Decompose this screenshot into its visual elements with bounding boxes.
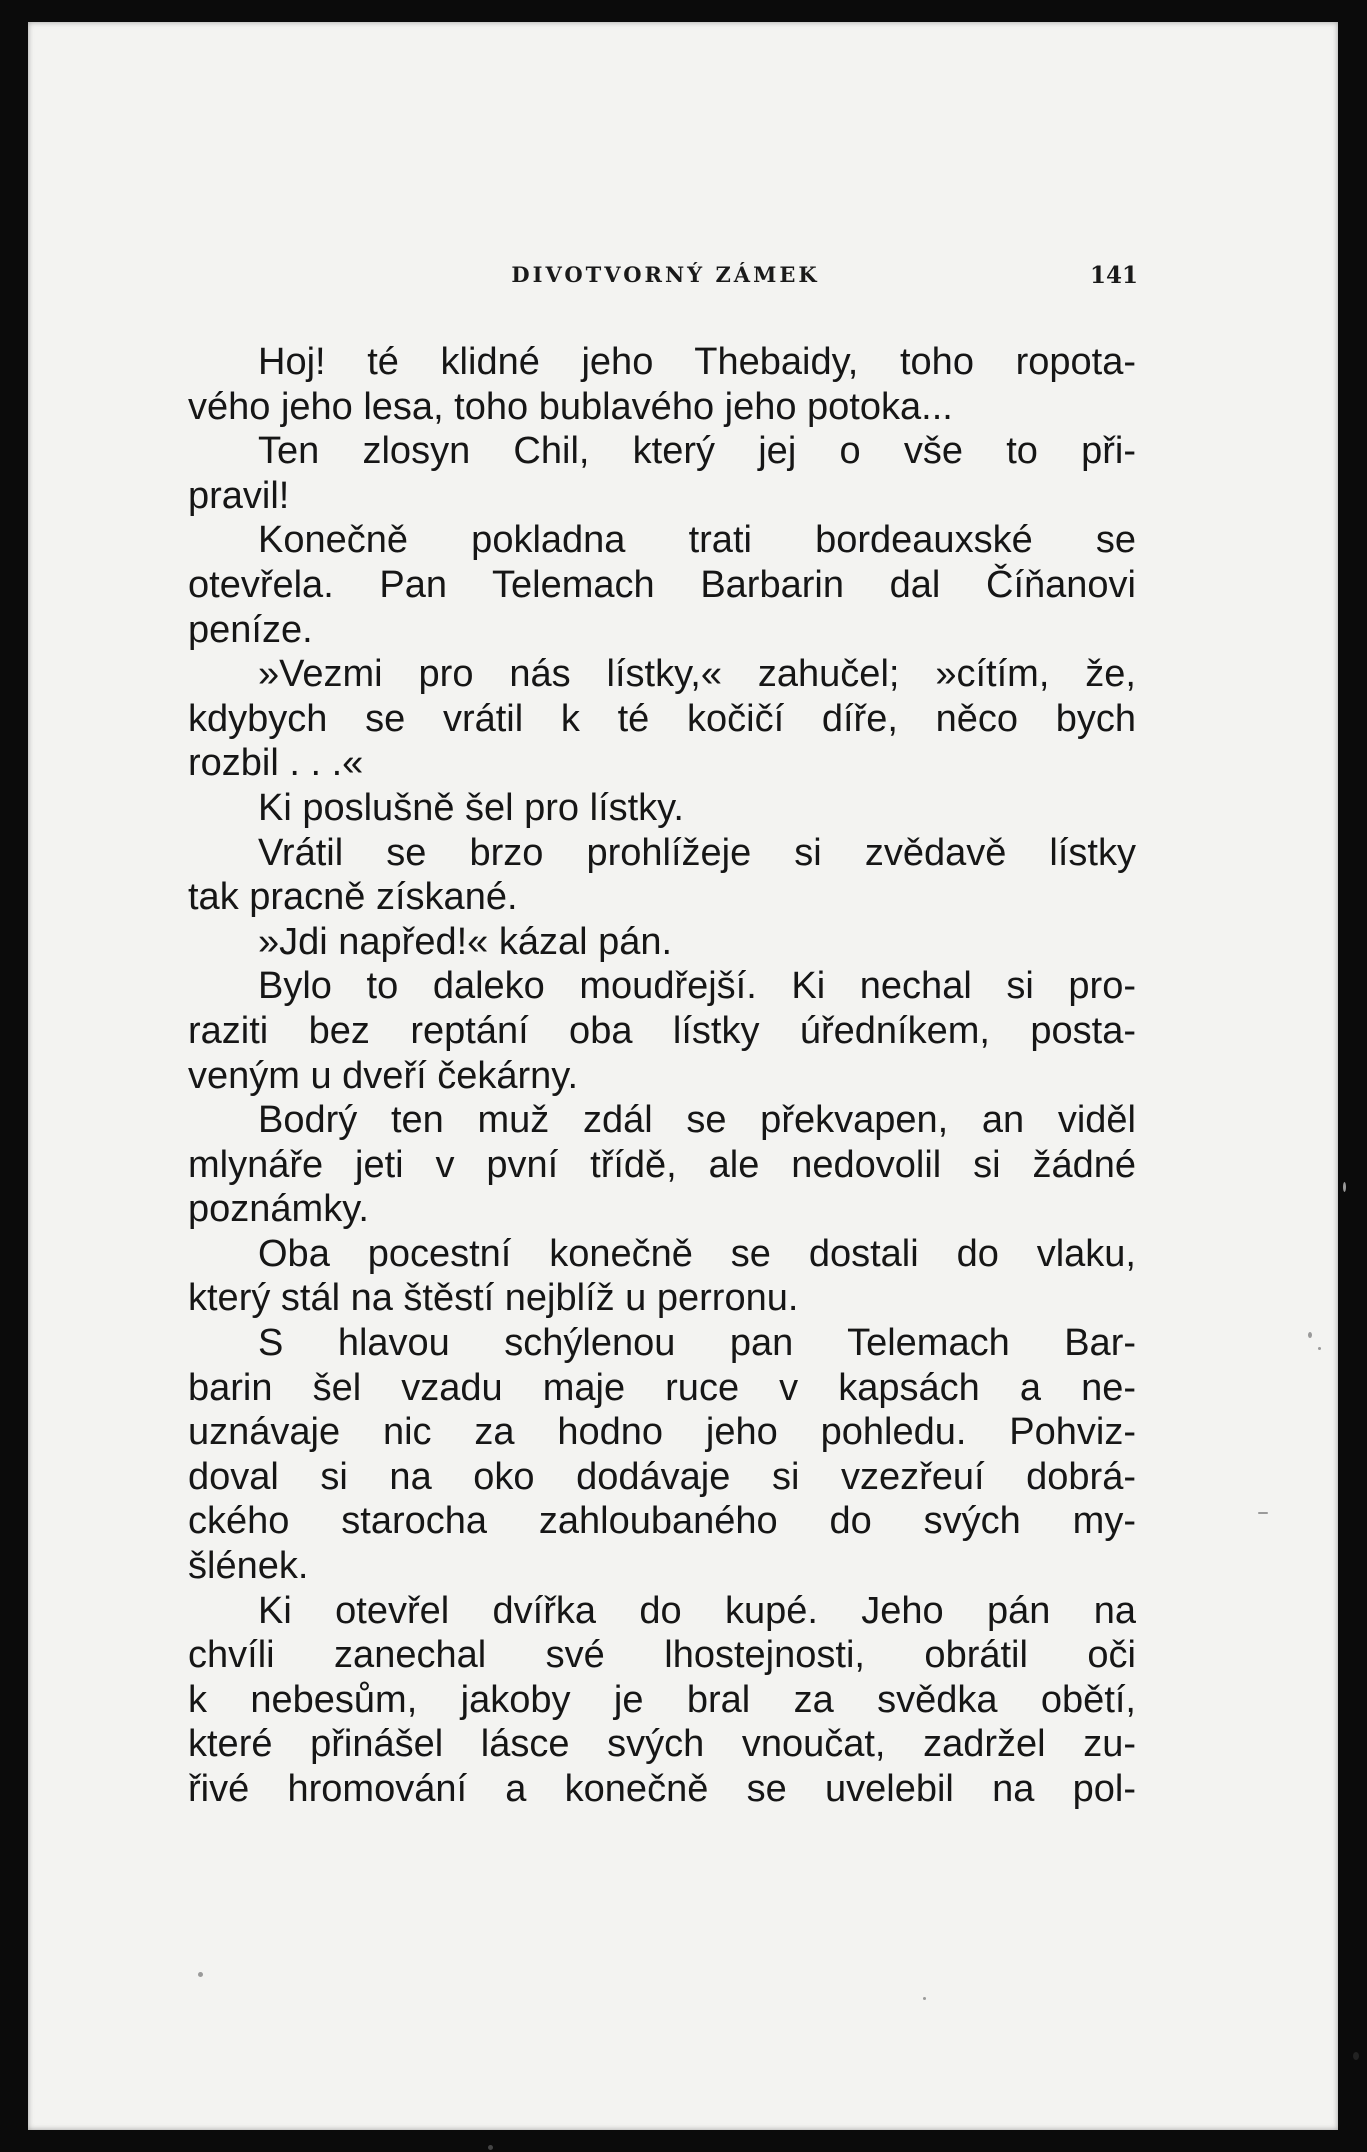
text-line: Ten zlosyn Chil, který jej o vše to při- <box>258 430 1136 473</box>
text-line: Konečně pokladna trati bordeauxské se <box>258 519 1136 562</box>
paper-speck <box>1258 1512 1268 1514</box>
text-line: otevřela. Pan Telemach Barbarin dal Číňanovi <box>188 563 1136 606</box>
text-line: vého jeho lesa, toho bublavého jeho potoka... <box>188 385 953 428</box>
text-line: rozbil . . .« <box>188 742 364 785</box>
text-line: »Jdi napřed!« kázal pán. <box>258 920 673 963</box>
running-head <box>193 262 1138 292</box>
text-line: které přinášel lásce svých vnoučat, zadržel zu- <box>188 1723 1136 1766</box>
text-line: barin šel vzadu maje ruce v kapsách a ne- <box>188 1366 1136 1409</box>
paper-speck <box>1318 1347 1321 1350</box>
paper-speck <box>198 1972 203 1977</box>
text-line: S hlavou schýlenou pan Telemach Bar- <box>258 1322 1136 1365</box>
text-line: Hoj! té klidné jeho Thebaidy, toho ropota- <box>258 341 1136 383</box>
paper-speck <box>1353 2052 1359 2060</box>
text-line: k nebesům, jakoby je bral za svědka obětí, <box>188 1678 1136 1721</box>
text-line: řivé hromování a konečně se uvelebil na pol- <box>188 1768 1136 1810</box>
text-line: uznávaje nic za hodno jeho pohledu. Pohviz- <box>188 1411 1136 1454</box>
text-line: tak pracně získané. <box>188 876 518 919</box>
paper-speck <box>923 1997 926 2000</box>
paper-speck <box>488 2145 493 2150</box>
page-number: 141 <box>1089 262 1138 289</box>
text-line: mlynáře jeti v pvní třídě, ale nedovolil si žádné <box>188 1143 1136 1186</box>
text-line: který stál na štěstí nejblíž u perronu. <box>188 1277 799 1320</box>
text-line: Bylo to daleko moudřejší. Ki nechal si pro- <box>258 965 1136 1008</box>
text-line: ckého starocha zahloubaného do svých my- <box>188 1500 1136 1543</box>
text-line: pravil! <box>188 474 290 517</box>
text-line: kdybych se vrátil k té kočičí díře, něco bych <box>188 697 1136 740</box>
running-title: DIVOTVORNÝ ZÁMEK <box>511 262 820 287</box>
text-line: Oba pocestní konečně se dostali do vlaku, <box>258 1232 1136 1275</box>
body-text <box>188 340 1136 1812</box>
text-line: veným u dveří čekárny. <box>188 1054 579 1097</box>
text-line: raziti bez reptání oba lístky úředníkem, posta- <box>188 1009 1136 1052</box>
text-line: chvíli zanechal své lhostejnosti, obrátil oči <box>188 1634 1136 1677</box>
text-line: Ki poslušně šel pro lístky. <box>258 786 684 829</box>
paper-speck <box>1308 1332 1312 1338</box>
text-line: šlének. <box>188 1545 309 1588</box>
text-line: Bodrý ten muž zdál se překvapen, an viděl <box>258 1099 1136 1142</box>
text-line: peníze. <box>188 608 313 651</box>
text-line: doval si na oko dodávaje si vzezřeuí dobrá- <box>188 1455 1136 1498</box>
book-page <box>28 22 1338 2130</box>
paper-speck <box>1343 1182 1346 1192</box>
text-line: Ki otevřel dvířka do kupé. Jeho pán na <box>258 1589 1136 1632</box>
text-line: Vrátil se brzo prohlížeje si zvědavě lístky <box>258 831 1136 874</box>
text-line: »Vezmi pro nás lístky,« zahučel; »cítím, že, <box>258 653 1136 696</box>
text-line: poznámky. <box>188 1188 369 1231</box>
